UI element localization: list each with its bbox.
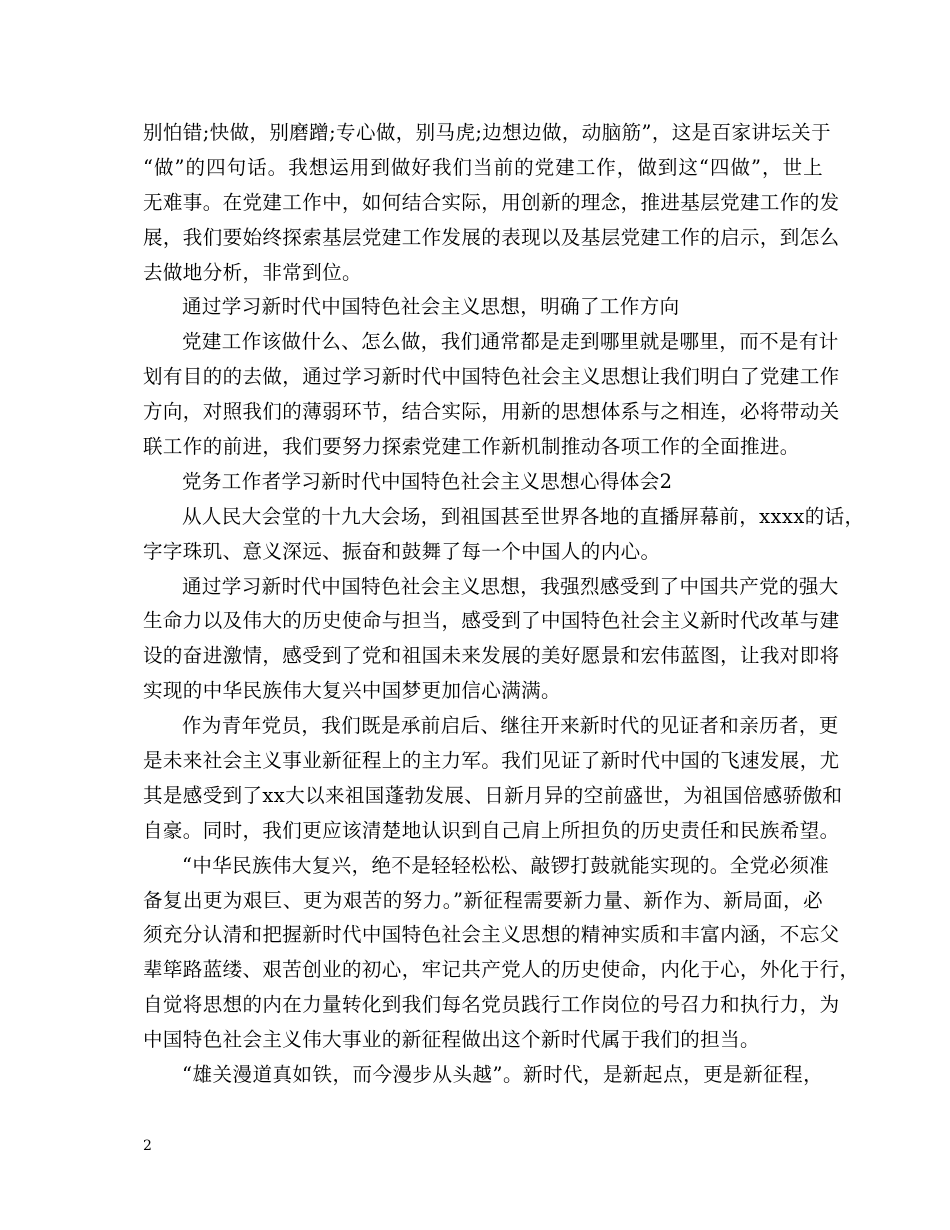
- text-line: 生命力以及伟大的历史使命与担当，感受到了中国特色社会主义新时代改革与建: [143, 609, 840, 633]
- paragraph: [143, 709, 843, 849]
- paragraph: [143, 500, 865, 570]
- text-line: 自觉将思想的内在力量转化到我们每名党员践行工作岗位的号召力和执行力，为: [143, 993, 840, 1017]
- paragraph: [143, 116, 840, 290]
- page-number: 2: [143, 1138, 152, 1154]
- paragraph: [143, 849, 860, 1058]
- document-body: [143, 116, 865, 1093]
- text-line: 别怕错;快做，别磨蹭;专心做，别马虎;边想边做，动脑筋”，这是百家讲坛关于: [143, 121, 831, 144]
- paragraph: [143, 290, 823, 325]
- paragraph: [143, 325, 840, 465]
- text-line: 中国特色社会主义伟大事业的新征程做出这个新时代属于我们的担当。: [143, 1028, 760, 1052]
- text-line: 通过学习新时代中国特色社会主义思想，明确了工作方向: [182, 295, 680, 319]
- text-line: 字字珠玑、意义深远、振奋和鼓舞了每一个中国人的内心。: [143, 539, 661, 563]
- text-line: “做”的四句话。我想运用到做好我们当前的党建工作，做到这“四做”，世上: [143, 155, 823, 179]
- paragraph: [143, 1058, 823, 1093]
- text-line: 设的奋进激情，感受到了党和祖国未来发展的美好愿景和宏伟蓝图，让我对即将: [143, 644, 840, 668]
- text-line: 辈筚路蓝缕、艰苦创业的初心，牢记共产党人的历史使命，内化于心，外化于行，: [143, 958, 860, 982]
- text-line: 从人民大会堂的十九大会场，到祖国甚至世界各地的直播屏幕前，xxxx的话，: [182, 504, 865, 528]
- text-line: 展，我们要始终探索基层党建工作发展的表现以及基层党建工作的启示，到怎么: [143, 225, 840, 249]
- text-line: “雄关漫道真如铁，而今漫步从头越”。新时代，是新起点，更是新征程，: [182, 1063, 823, 1087]
- text-line: 须充分认清和把握新时代中国特色社会主义思想的精神实质和丰富内涵，不忘父: [143, 923, 840, 947]
- paragraph: [143, 465, 823, 500]
- text-line: 党建工作该做什么、怎么做，我们通常都是走到哪里就是哪里，而不是有计: [182, 330, 839, 354]
- text-line: 党务工作者学习新时代中国特色社会主义思想心得体会2: [182, 469, 673, 493]
- text-line: 实现的中华民族伟大复兴中国梦更加信心满满。: [143, 679, 561, 703]
- text-line: 联工作的前进，我们要努力探索党建工作新机制推动各项工作的全面推进。: [143, 435, 800, 459]
- text-line: 通过学习新时代中国特色社会主义思想，我强烈感受到了中国共产党的强大: [182, 574, 839, 598]
- text-line: 划有目的的去做，通过学习新时代中国特色社会主义思想让我们明白了党建工作: [143, 365, 840, 389]
- text-line: 方向，对照我们的薄弱环节，结合实际，用新的思想体系与之相连，必将带动关: [143, 400, 840, 424]
- text-line: 自豪。同时，我们更应该清楚地认识到自己肩上所担负的历史责任和民族希望。: [143, 818, 840, 842]
- text-line: 其是感受到了xx大以来祖国蓬勃发展、日新月异的空前盛世，为祖国倍感骄傲和: [143, 783, 843, 807]
- text-line: 是未来社会主义事业新征程上的主力军。我们见证了新时代中国的飞速发展，尤: [143, 749, 840, 773]
- text-line: 去做地分析，非常到位。: [143, 260, 362, 284]
- text-line: 无难事。在党建工作中，如何结合实际，用创新的理念，推进基层党建工作的发: [143, 190, 840, 214]
- paragraph: [143, 570, 840, 710]
- text-line: 备复出更为艰巨、更为艰苦的努力。”新征程需要新力量、新作为、新局面，必: [143, 888, 823, 912]
- text-line: “中华民族伟大复兴，绝不是轻轻松松、敲锣打鼓就能实现的。全党必须准: [182, 853, 830, 877]
- text-line: 作为青年党员，我们既是承前启后、继往开来新时代的见证者和亲历者，更: [182, 714, 839, 738]
